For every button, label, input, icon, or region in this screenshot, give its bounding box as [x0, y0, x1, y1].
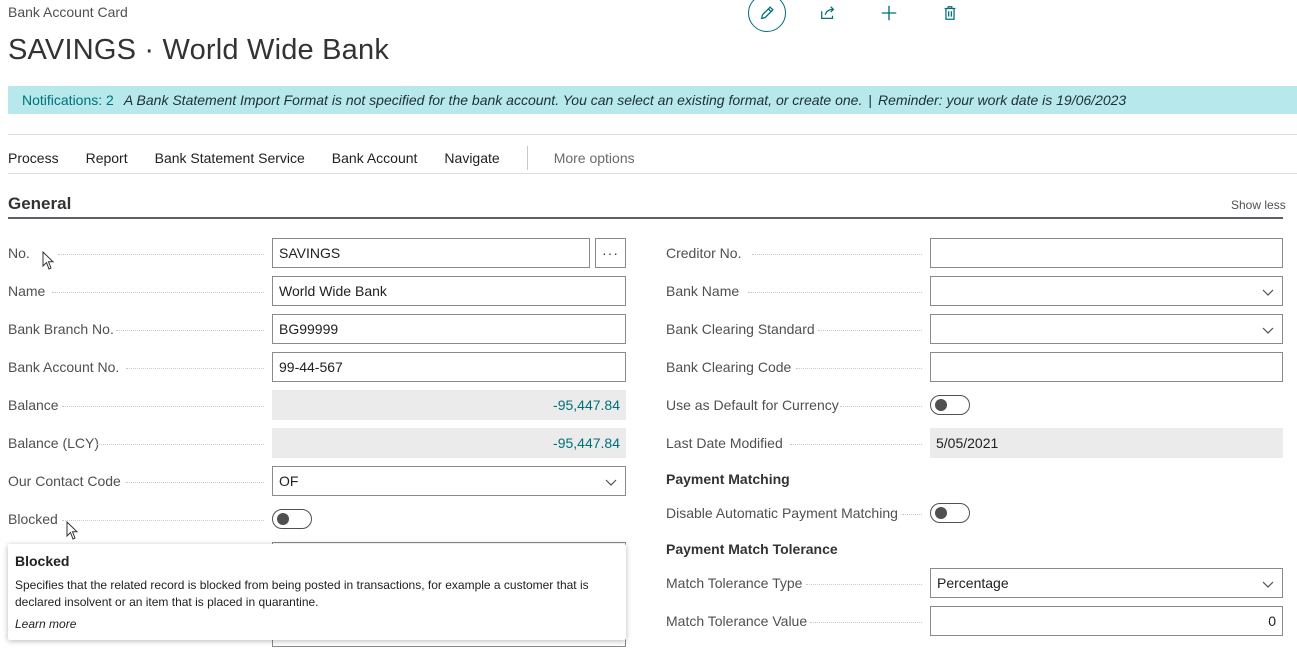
- name-field[interactable]: World Wide Bank: [272, 276, 626, 306]
- tolerance-value-field[interactable]: 0: [930, 606, 1283, 636]
- notification-separator: |: [868, 92, 872, 108]
- divider: [8, 134, 1297, 135]
- breadcrumb: Bank Account Card: [8, 4, 128, 20]
- dot-leader: [748, 292, 922, 293]
- chevron-down-icon: [1262, 286, 1274, 298]
- contact-code-select[interactable]: [272, 466, 626, 496]
- menu-more-options[interactable]: More options: [553, 150, 635, 166]
- dot-leader: [62, 406, 264, 407]
- no-label: No.: [8, 245, 30, 261]
- creditor-no-field[interactable]: [930, 238, 1283, 268]
- pencil-icon: [758, 4, 776, 22]
- menu-process[interactable]: Process: [8, 150, 59, 166]
- dot-leader: [62, 520, 264, 521]
- contact-code-value: OF: [279, 473, 299, 489]
- dot-leader: [116, 330, 264, 331]
- disable-matching-label: Disable Automatic Payment Matching: [666, 505, 898, 521]
- notification-bar[interactable]: [8, 86, 1297, 114]
- section-underline: [8, 217, 1283, 219]
- payment-matching-heading: Payment Matching: [666, 471, 790, 487]
- balance-label: Balance: [8, 397, 59, 413]
- plus-icon: [880, 4, 898, 22]
- dot-leader: [796, 368, 922, 369]
- dot-leader: [840, 406, 922, 407]
- balance-lcy-value[interactable]: -95,447.84: [272, 428, 626, 458]
- notification-message: A Bank Statement Import Format is not specified for the bank account. You can select an existing format, or create one.: [123, 92, 863, 108]
- toggle-knob: [277, 513, 289, 525]
- account-no-field[interactable]: 99-44-567: [272, 352, 626, 382]
- toggle-knob: [935, 507, 947, 519]
- no-lookup-button[interactable]: ···: [595, 238, 626, 268]
- section-title[interactable]: General: [8, 194, 72, 213]
- balance-value[interactable]: -95,447.84: [272, 390, 626, 420]
- share-icon: [819, 4, 837, 22]
- clearing-code-field[interactable]: [930, 352, 1283, 382]
- chevron-down-icon: [605, 476, 617, 488]
- menu-bank-statement-service[interactable]: Bank Statement Service: [154, 150, 305, 166]
- contact-code-label: Our Contact Code: [8, 473, 121, 489]
- menu-separator: [527, 146, 528, 170]
- default-currency-label: Use as Default for Currency: [666, 397, 839, 413]
- clearing-code-label: Bank Clearing Code: [666, 359, 792, 375]
- toggle-knob: [935, 399, 947, 411]
- blocked-label: Blocked: [8, 511, 58, 527]
- last-modified-label: Last Date Modified: [666, 435, 783, 451]
- dot-leader: [790, 444, 922, 445]
- menu-bank-account[interactable]: Bank Account: [331, 150, 418, 166]
- disable-matching-toggle[interactable]: [930, 503, 970, 523]
- menu-navigate[interactable]: Navigate: [444, 150, 500, 166]
- chevron-down-icon: [1262, 578, 1274, 590]
- bank-name-label: Bank Name: [666, 283, 740, 299]
- mouse-cursor-icon: [42, 251, 56, 271]
- menu-report[interactable]: Report: [85, 150, 128, 166]
- no-field[interactable]: SAVINGS: [272, 238, 590, 268]
- dot-leader: [902, 514, 922, 515]
- learn-more-link[interactable]: Learn more: [15, 617, 77, 631]
- last-modified-value[interactable]: 5/05/2021: [930, 428, 1283, 458]
- new-button[interactable]: [870, 0, 908, 32]
- tolerance-type-label: Match Tolerance Type: [666, 575, 803, 591]
- clearing-standard-label: Bank Clearing Standard: [666, 321, 815, 337]
- mouse-cursor-icon: [66, 521, 80, 541]
- balance-lcy-label: Balance (LCY): [8, 435, 100, 451]
- branch-no-label: Bank Branch No.: [8, 321, 114, 337]
- creditor-no-label: Creditor No.: [666, 245, 742, 261]
- dot-leader: [52, 292, 264, 293]
- notification-reminder: Reminder: your work date is 19/06/2023: [877, 92, 1127, 108]
- dot-leader: [126, 482, 264, 483]
- chevron-down-icon: [1262, 324, 1274, 336]
- tooltip-title: Blocked: [15, 553, 70, 569]
- tolerance-type-value: Percentage: [937, 575, 1009, 591]
- blocked-toggle[interactable]: [272, 509, 312, 529]
- tolerance-type-select[interactable]: [930, 568, 1283, 598]
- share-button[interactable]: [809, 0, 847, 32]
- account-no-label: Bank Account No.: [8, 359, 120, 375]
- tooltip-body: Specifies that the related record is blocked from being posted in transactions, for example a customer that is declared insolvent or an item that is placed in quarantine.: [15, 578, 589, 609]
- dot-leader: [806, 584, 922, 585]
- dot-leader: [818, 330, 922, 331]
- dot-leader: [810, 622, 922, 623]
- dot-leader: [58, 254, 264, 255]
- name-label: Name: [8, 283, 46, 299]
- dot-leader: [752, 254, 922, 255]
- default-currency-toggle[interactable]: [930, 395, 970, 415]
- divider: [8, 173, 1297, 174]
- branch-no-field[interactable]: BG99999: [272, 314, 626, 344]
- tolerance-value-label: Match Tolerance Value: [666, 613, 808, 629]
- dot-leader: [126, 368, 264, 369]
- edit-button[interactable]: [748, 0, 786, 32]
- page-actions: [748, 0, 969, 32]
- tolerance-heading: Payment Match Tolerance: [666, 541, 838, 557]
- page-title: SAVINGS · World Wide Bank: [8, 34, 390, 66]
- action-bar: [8, 146, 635, 170]
- delete-button[interactable]: [931, 0, 969, 32]
- bank-name-select[interactable]: [930, 276, 1283, 306]
- dot-leader: [96, 444, 264, 445]
- show-less-button[interactable]: Show less: [1231, 198, 1286, 212]
- blocked-tooltip: [8, 544, 626, 640]
- notification-count[interactable]: Notifications: 2: [22, 92, 114, 108]
- clearing-standard-select[interactable]: [930, 314, 1283, 344]
- trash-icon: [941, 4, 959, 22]
